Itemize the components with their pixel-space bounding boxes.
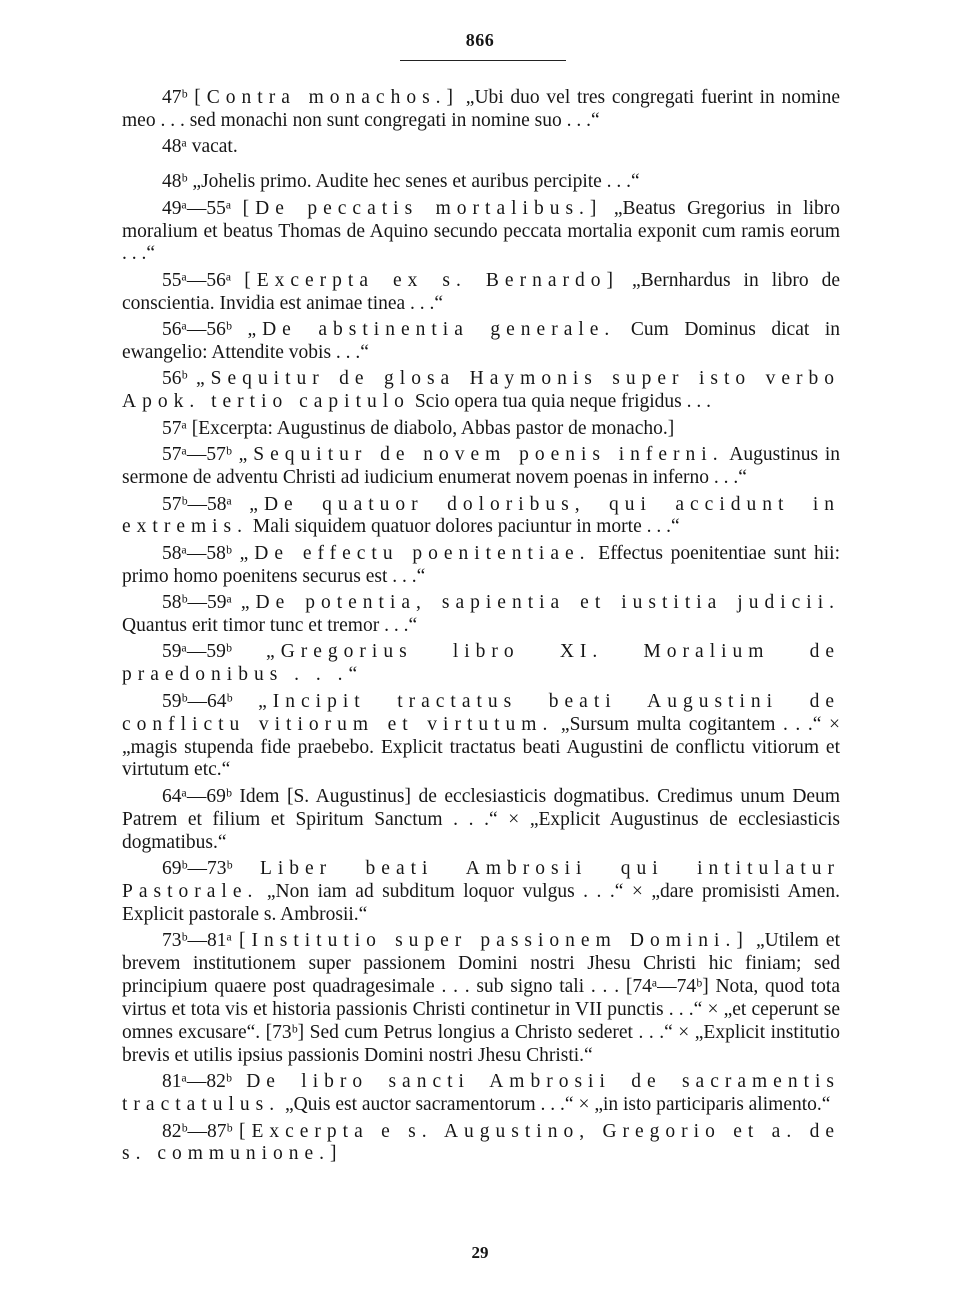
catalog-entry <box>122 691 840 783</box>
entry-text: „Beatus Gregorius in libro moralium et beatus Thomas de Aquino secundo peccata mortalia exponit cum ramis eorum . . .“ <box>122 197 840 265</box>
spaced-heading: [Institutio super passionem Domini.] <box>239 930 749 952</box>
catalog-entry <box>122 418 840 441</box>
catalog-entry <box>122 1071 840 1117</box>
entry-text: [Excerpta: Augustinus de diabolo, Abbas pastor de monacho.] <box>186 417 675 439</box>
catalog-entry <box>122 592 840 638</box>
entry-text: „Bernhardus in libro de conscientia. Invidia est animae tinea . . .“ <box>122 269 841 314</box>
entry-text: Effectus poenitentiae sunt hii: primo homo poenitens securus est . . .“ <box>122 542 841 587</box>
spaced-heading: [De peccatis mortalibus.] <box>242 197 603 219</box>
catalog-entry <box>122 1121 840 1167</box>
folio-reference: 82ᵇ—87ᵇ <box>162 1120 233 1142</box>
folio-reference: 48ᵇ <box>162 171 188 193</box>
spaced-heading: „De abstinentia generale. <box>247 319 616 341</box>
folio-reference: 59ᵇ—64ᵇ <box>162 690 233 712</box>
spaced-heading: „Incipit tractatus beati Augustini de conflictu vitiorum et virtutum. <box>122 690 840 735</box>
spaced-heading: „Sequitur de glosa Haymonis super isto verbo Apok. tertio capitulo <box>122 368 840 413</box>
catalog-entry <box>122 319 840 365</box>
catalog-entry <box>122 198 840 267</box>
spaced-heading: Liber beati Ambrosii qui intitulatur Pastorale. <box>122 858 840 902</box>
catalog-entry <box>122 444 840 490</box>
folio-reference: 49ᵃ—55ᵃ <box>162 197 232 219</box>
folio-reference: 48ᵃ <box>162 136 187 158</box>
catalog-entry <box>122 786 840 855</box>
catalog-entry <box>122 494 840 540</box>
header-rule <box>400 60 566 61</box>
entry-text: Mali siquidem quatuor dolores paciuntur in morte . . .“ <box>248 516 680 538</box>
catalog-entry <box>122 171 840 194</box>
entry-text: Augustinus in sermone de adventu Christi ad iudicium enumerat novem poenas in inferno . . .“ <box>122 444 841 489</box>
catalog-entry <box>122 270 840 316</box>
entry-text: Cum Dominus dicat in ewangelio: Attendite vobis . . .“ <box>122 319 841 364</box>
spaced-heading: [Excerpta e s. Augustino, Gregorio et a. de s. communione.] <box>122 1120 841 1165</box>
entry-text: „Utilem et brevem institutionem super passionem Domini nostri Jhesu Christi hic finiam; sed principium quaere post quadragesimale . . . sub signo tali . . . [74ᵃ—74ᵇ] Nota, quod tota virtus et tota vis et historia passionis Christi continetur in VII punctis . . .“ × „et ceperunt se omnes excusare“. [73ᵇ] Sed cum Petrus longius a Christo sederet . . .“ × „Explicit institutio brevis et utilis ipsius passionis Domini nostri Jhesu Christi.“ <box>122 930 840 1066</box>
entry-text: „Non iam ad subditum loquor vulgus . . .“ × „dare promisisti Amen. Explicit pastorale s. Ambrosii.“ <box>122 881 840 925</box>
folio-reference: 57ᵃ—57ᵇ <box>162 444 232 466</box>
spaced-heading: „De potentia, sapientia et iustitia judicii. <box>240 592 840 614</box>
entry-text: „Ubi duo vel tres congregati fuerint in nomine meo . . . sed monachi non sunt congregati in nomine suo . . .“ <box>122 87 840 131</box>
catalog-entries <box>122 87 840 1170</box>
folio-reference: 59ᵃ—59ᵇ <box>162 641 232 663</box>
page-number: 866 <box>465 30 495 50</box>
entry-text: Idem [S. Augustinus] de ecclesiasticis dogmatibus. Credimus unum Deum Patrem et filium et Spiritum Sanctum . . .“ × „Explicit Augustinus de ecclesiasticis dogmatibus.“ <box>122 785 840 853</box>
spaced-heading: [Excerpta ex s. Bernardo] <box>244 269 619 291</box>
spaced-heading: „Gregorius libro XI. Moralium de praedonibus . . .“ <box>122 641 841 686</box>
entry-text: Scio opera tua quia neque frigidus . . . <box>409 391 712 413</box>
folio-reference: 57ᵃ <box>162 417 187 439</box>
folio-reference: 56ᵇ <box>162 368 188 390</box>
folio-reference: 47ᵇ <box>162 87 188 108</box>
folio-reference: 56ᵃ—56ᵇ <box>162 319 232 341</box>
signature-mark: 29 <box>471 1243 489 1262</box>
spaced-heading: [Contra monachos.] <box>194 87 460 108</box>
catalog-entry <box>122 87 840 133</box>
folio-reference: 81ᵃ—82ᵇ <box>162 1071 232 1093</box>
catalog-entry <box>122 641 840 687</box>
catalog-entry <box>122 368 840 414</box>
spaced-heading: „De effectu poenitentiae. <box>239 542 591 564</box>
folio-reference: 58ᵇ—59ᵃ <box>162 592 232 614</box>
folio-reference: 55ᵃ—56ᵃ <box>162 269 232 291</box>
spaced-heading: „De quatuor doloribus, qui accidunt in extremis. <box>122 493 841 538</box>
catalog-entry <box>122 930 840 1067</box>
entry-text: „Quis est auctor sacramentorum . . .“ × „in isto participaris alimento.“ <box>280 1094 831 1116</box>
folio-reference: 64ᵃ—69ᵇ <box>162 785 232 807</box>
folio-reference: 57ᵇ—58ᵃ <box>162 493 232 515</box>
spaced-heading: De libro sancti Ambrosii de sacramentis tractatulus. <box>122 1071 841 1116</box>
entry-text: „Sursum multa cogitantem . . .“ × „magis stupenda fide praebebo. Explicit tractatus beati Augustini de conflictu vitiorum et virtutum etc.“ <box>122 713 840 781</box>
folio-reference: 58ᵃ—58ᵇ <box>162 542 232 564</box>
folio-reference: 73ᵇ—81ᵃ <box>162 930 232 952</box>
entry-text: vacat. <box>186 136 238 158</box>
folio-reference: 69ᵇ—73ᵇ <box>162 858 233 880</box>
catalog-entry <box>122 858 840 927</box>
spaced-heading: „Sequitur de novem poenis inferni. <box>238 444 724 466</box>
catalog-entry <box>122 543 840 589</box>
entry-text: „Johelis primo. Audite hec senes et auribus percipite . . .“ <box>187 171 640 193</box>
catalog-entry <box>122 136 840 159</box>
entry-text: Quantus erit timor tunc et tremor . . .“ <box>122 615 418 637</box>
